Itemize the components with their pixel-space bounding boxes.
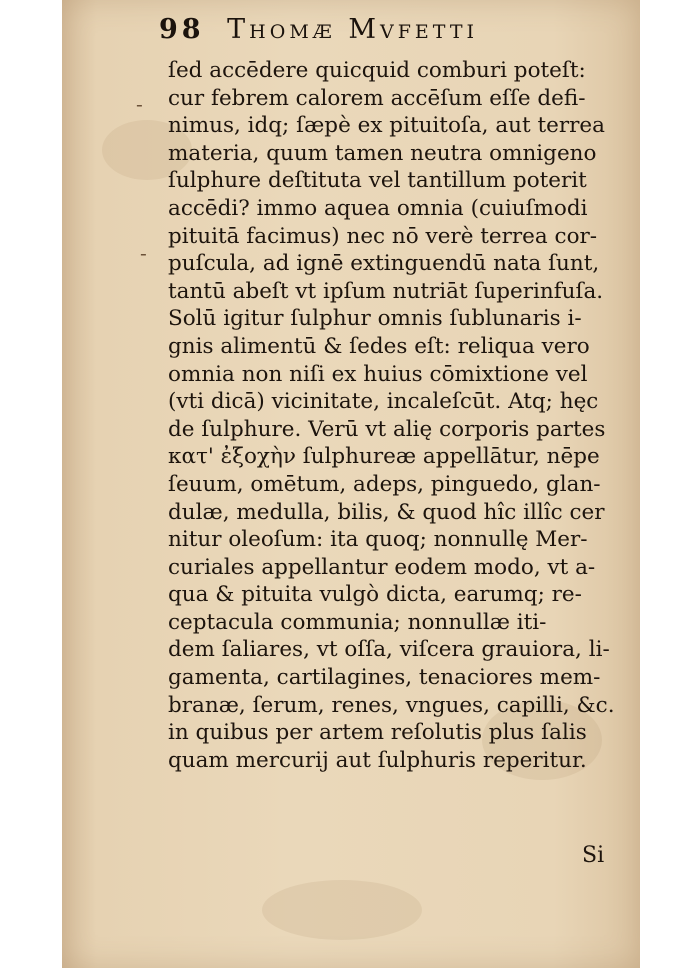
margin-mark: - bbox=[140, 241, 147, 265]
running-title: Thomæ Mvfetti bbox=[227, 14, 479, 45]
text-line: (vti dicā) vicinitate, incaleſcūt. Atq; hęc bbox=[168, 389, 599, 415]
text-line: ſed accēdere quicquid comburi poteſt: bbox=[168, 58, 586, 83]
text-line: nitur oleoſum: ita quoq; nonnullę Mer- bbox=[168, 527, 588, 553]
text-line: dem ſaliares, vt oſſa, viſcera grauiora, li- bbox=[168, 637, 610, 663]
margin-mark: - bbox=[136, 92, 143, 116]
text-line: pituitā facimus) nec nō verè terrea cor- bbox=[168, 223, 598, 249]
text-line: branæ, ſerum, renes, vngues, capilli, &c. bbox=[168, 692, 615, 718]
text-line: de ſulphure. Verū vt alię corporis partes bbox=[168, 416, 606, 442]
text-line: ſeuum, omētum, adeps, pinguedo, glan- bbox=[168, 471, 601, 497]
running-header bbox=[159, 14, 629, 50]
body-text bbox=[168, 57, 620, 774]
text-line: tantū abeſt vt ipſum nutriāt ſuperinfuſa. bbox=[168, 278, 604, 304]
text-line: ſulphure deſtituta vel tantillum poterit bbox=[168, 168, 587, 194]
text-line: omnia non niſi ex huius cōmixtione vel bbox=[168, 361, 588, 387]
text-line: gnis alimentū & ſedes eſt: reliqua vero bbox=[168, 333, 590, 359]
catchword: Si bbox=[582, 843, 605, 868]
text-line: curiales appellantur eodem modo, vt a- bbox=[168, 554, 596, 580]
text-line: ceptacula communia; nonnullæ iti- bbox=[168, 609, 547, 635]
text-line: cur febrem calorem accēſum eſſe defi- bbox=[168, 85, 586, 111]
text-line: quam mercurij aut ſulphuris reperitur. bbox=[168, 747, 587, 773]
text-line: gamenta, cartilagines, tenaciores mem- bbox=[168, 665, 601, 691]
text-line: κατ' ἐξοχὴν ſulphureæ appellātur, nēpe bbox=[168, 444, 600, 470]
text-line: in quibus per artem reſolutis plus ſalis bbox=[168, 720, 587, 746]
text-line: accēdi? immo aquea omnia (cuiuſmodi bbox=[168, 195, 588, 221]
text-line: materia, quum tamen neutra omnigeno bbox=[168, 140, 597, 166]
page-number: 98 bbox=[159, 14, 205, 45]
paper-stain bbox=[262, 880, 422, 940]
text-line: qua & pituita vulgò dicta, earumq; re- bbox=[168, 582, 582, 608]
text-line: dulæ, medulla, bilis, & quod hîc illîc cer bbox=[168, 499, 605, 525]
text-line: nimus, idq; ſæpè ex pituitoſa, aut terrea bbox=[168, 113, 605, 139]
text-line: puſcula, ad ignē extinguendū nata ſunt, bbox=[168, 251, 600, 277]
text-line: Solū igitur ſulphur omnis ſublunaris i- bbox=[168, 306, 582, 332]
